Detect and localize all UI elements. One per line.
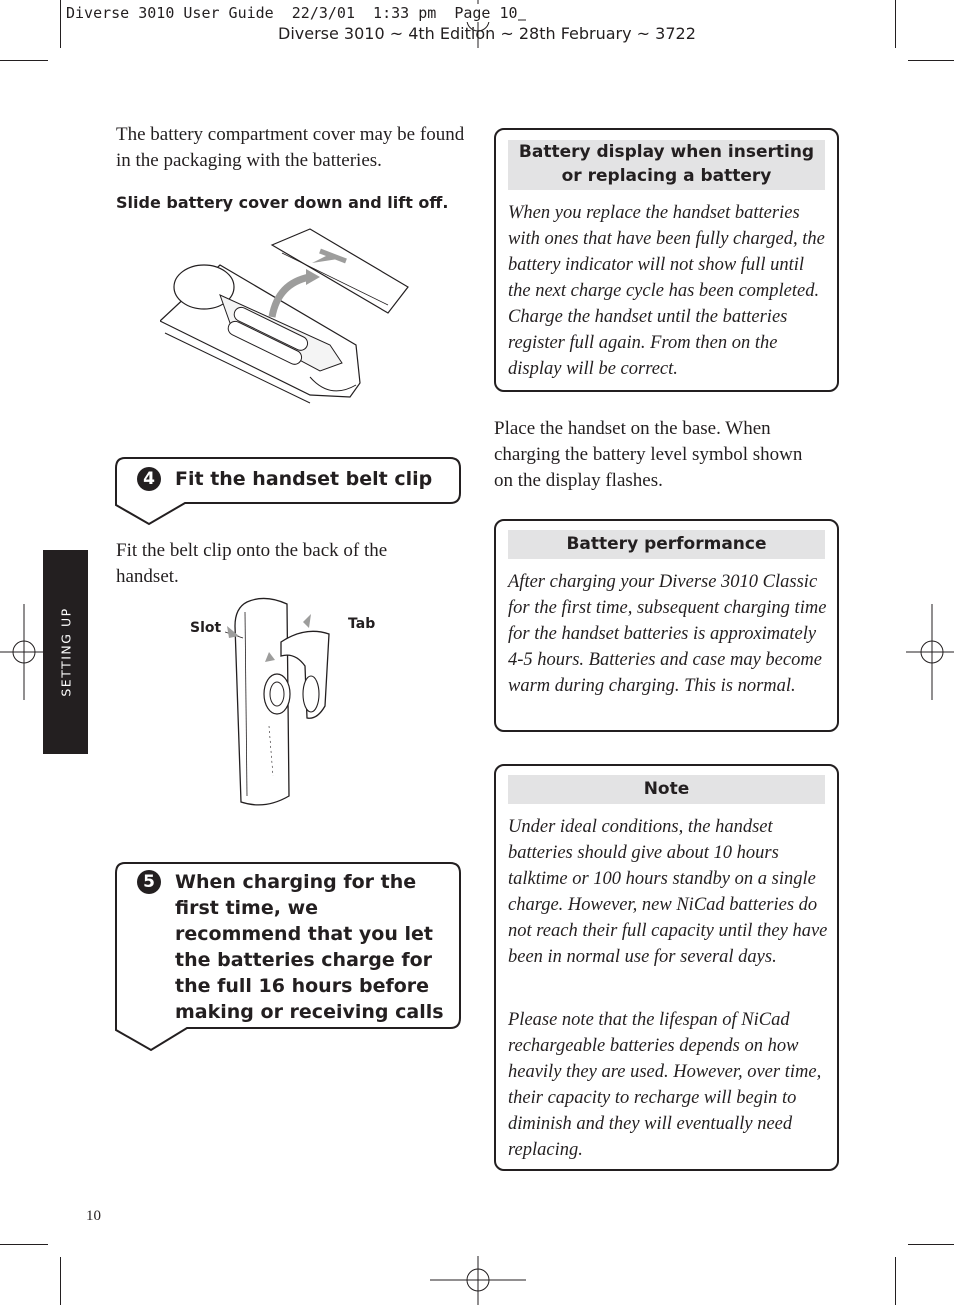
step4-body: Fit the belt clip onto the back of the handset.: [116, 540, 388, 587]
battery-performance-box: [494, 519, 839, 732]
step4-number-badge: 4: [137, 467, 161, 491]
battery-display-heading: Battery display when inserting or replacing a battery: [508, 140, 825, 190]
battery-display-box: [494, 128, 839, 392]
note-body-paragraph-1: Under ideal conditions, the handset batteries should give about 10 hours talktime or 100 hours standby on a single charge. However, new NiCad batteries do not reach their full capacity until they have been in normal use for several days.: [508, 817, 828, 967]
registration-mark-left: [0, 604, 48, 700]
crop-mark: [60, 0, 61, 48]
registration-mark-right: [906, 604, 954, 700]
step5-number-badge: 5: [137, 870, 161, 894]
crop-mark: [60, 1257, 61, 1305]
crop-mark: [908, 1244, 954, 1245]
side-tab: [43, 550, 88, 754]
step4-title: Fit the handset belt clip: [175, 468, 433, 490]
side-tab-label: SETTING UP: [58, 607, 73, 697]
place-handset-text: Place the handset on the base. When charging the battery level symbol shown on the display flashes.: [494, 418, 803, 491]
battery-performance-body: After charging your Diverse 3010 Classic for the first time, subsequent charging time for the handset batteries is approximately 4-5 hours. Batteries and case may become warm during charging. This is normal.: [508, 572, 827, 696]
crop-mark: [0, 60, 48, 61]
intro-text: The battery compartment cover may be found in the packaging with the batteries.: [116, 124, 465, 171]
battery-display-body: When you replace the handset batteries with ones that have been fully charged, the battery indicator will not show full until the next charge cycle has been completed. Charge the handset until the batteries register full again. From then on the display will be correct.: [508, 203, 825, 379]
slot-label: Slot: [190, 620, 222, 636]
step5-title: When charging for the first time, we recommend that you let the batteries charge for the full 16 hours before making or receiving calls: [175, 871, 444, 1023]
page-number: 10: [86, 1208, 101, 1224]
battery-cover-illustration: [160, 225, 420, 405]
registration-mark-bottom: [430, 1256, 526, 1305]
crop-mark: [0, 1244, 48, 1245]
note-box: [494, 764, 839, 1171]
crop-mark: [895, 0, 896, 48]
crop-mark: [908, 60, 954, 61]
tab-label: Tab: [348, 616, 376, 632]
battery-performance-heading: Battery performance: [508, 530, 825, 559]
instruction-bold: Slide battery cover down and lift off.: [116, 193, 449, 212]
crop-mark: [895, 1257, 896, 1305]
note-body-paragraph-2: Please note that the lifespan of NiCad rechargeable batteries depends on how heavily they are used. However, over time, their capacity to recharge will begin to diminish and they will eventually need replacing.: [508, 1010, 822, 1160]
belt-clip-illustration: [225, 596, 345, 810]
edition-line: Diverse 3010 ~ 4th Edition ~ 28th February ~ 3722: [278, 24, 696, 43]
note-heading: Note: [508, 775, 825, 804]
print-slug-line: Diverse 3010 User Guide 22/3/01 1:33 pm Page 10: [66, 4, 518, 22]
